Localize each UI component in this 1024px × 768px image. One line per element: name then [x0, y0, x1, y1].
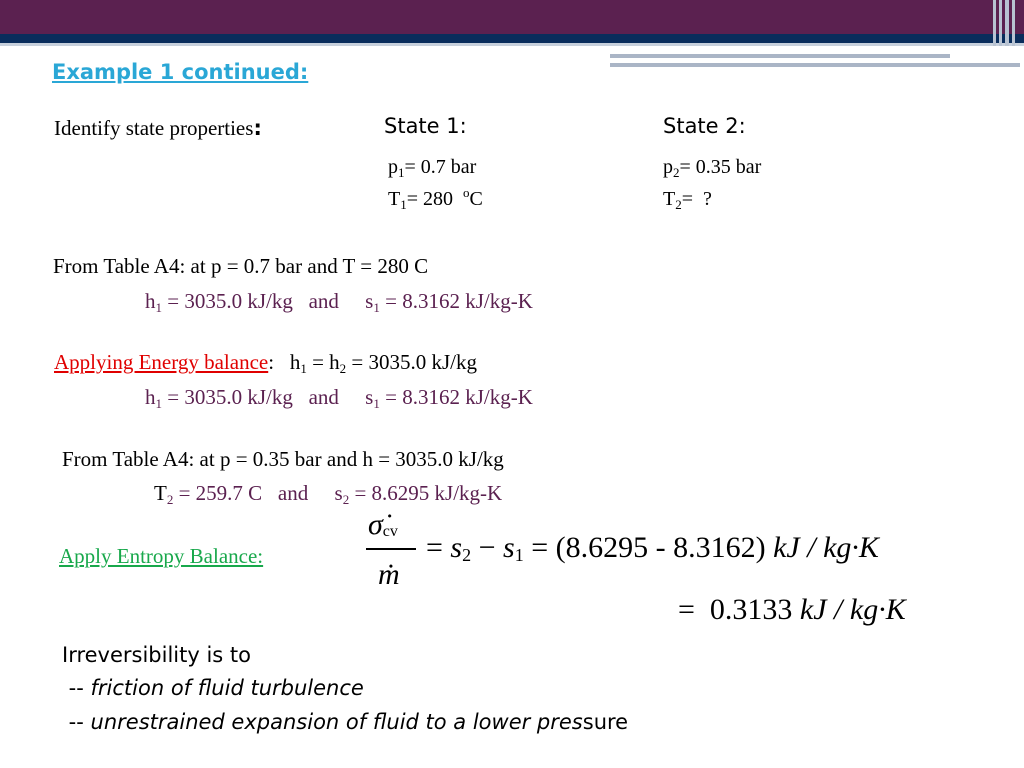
header-light-line	[0, 43, 1024, 46]
entropy-equation-2: = 0.3133 kJ / kg·K	[678, 593, 906, 626]
header-accent-bar	[610, 63, 1020, 67]
header-stripe	[1012, 0, 1015, 46]
page-title: Example 1 continued:	[52, 60, 309, 84]
entropy-equation-1: = $s_2 - s_1 = (8.6295 - 8.3162)$ kJ / kg·K	[426, 531, 879, 565]
state-properties-intro: Identify state properties:	[54, 116, 262, 140]
state2-pressure: $p_2= 0.35$ bar	[663, 156, 762, 180]
entropy-denominator: ṁ	[378, 558, 400, 591]
table-a4-result-2: $T_2 = 259.7$ C and $s_2 = 8.6295$ kJ/kg-K	[154, 481, 503, 507]
energy-balance-result: $h_1 = 3035.0$ kJ/kg and $s_1 = 8.3162$ kJ/kg-K	[145, 385, 533, 411]
state2-temperature: $T_2=$ ?	[663, 188, 712, 212]
state1-temperature: $T_1= 280$ $^o$C	[388, 185, 483, 212]
header-stripe	[993, 0, 996, 46]
header-navy-line	[0, 34, 1024, 43]
state1-label: State 1:	[384, 114, 467, 138]
table-a4-lookup-1: From Table A4: at p = 0.7 bar and T = 280 C	[53, 254, 429, 278]
irreversibility-item-2: -- unrestrained expansion of fluid to a lower pressure	[62, 710, 629, 734]
table-a4-lookup-2: From Table A4: at p = 0.35 bar and h = 3035.0 kJ/kg	[62, 447, 504, 471]
header-accent-bar	[610, 54, 950, 58]
header-stripe	[999, 0, 1002, 46]
fraction-bar	[366, 548, 416, 550]
state1-pressure: $p_1= 0.7$ bar	[388, 156, 477, 180]
irreversibility-heading: Irreversibility is to	[62, 643, 252, 667]
entropy-numerator: $\sigmȧ_{cv}$	[368, 508, 398, 541]
state2-label: State 2:	[663, 114, 746, 138]
table-a4-result-1: $h_1 = 3035.0$ kJ/kg and $s_1 = 8.3162$ kJ/kg-K	[145, 289, 533, 315]
header-band	[0, 0, 1024, 34]
irreversibility-item-1: -- friction of fluid turbulence	[62, 676, 364, 700]
energy-balance-line: Applying Energy balance: $h_1 = h_2 = 3035.0$ kJ/kg	[54, 350, 478, 376]
header-stripe	[1005, 0, 1009, 46]
entropy-balance-label: Apply Entropy Balance:	[59, 544, 264, 568]
